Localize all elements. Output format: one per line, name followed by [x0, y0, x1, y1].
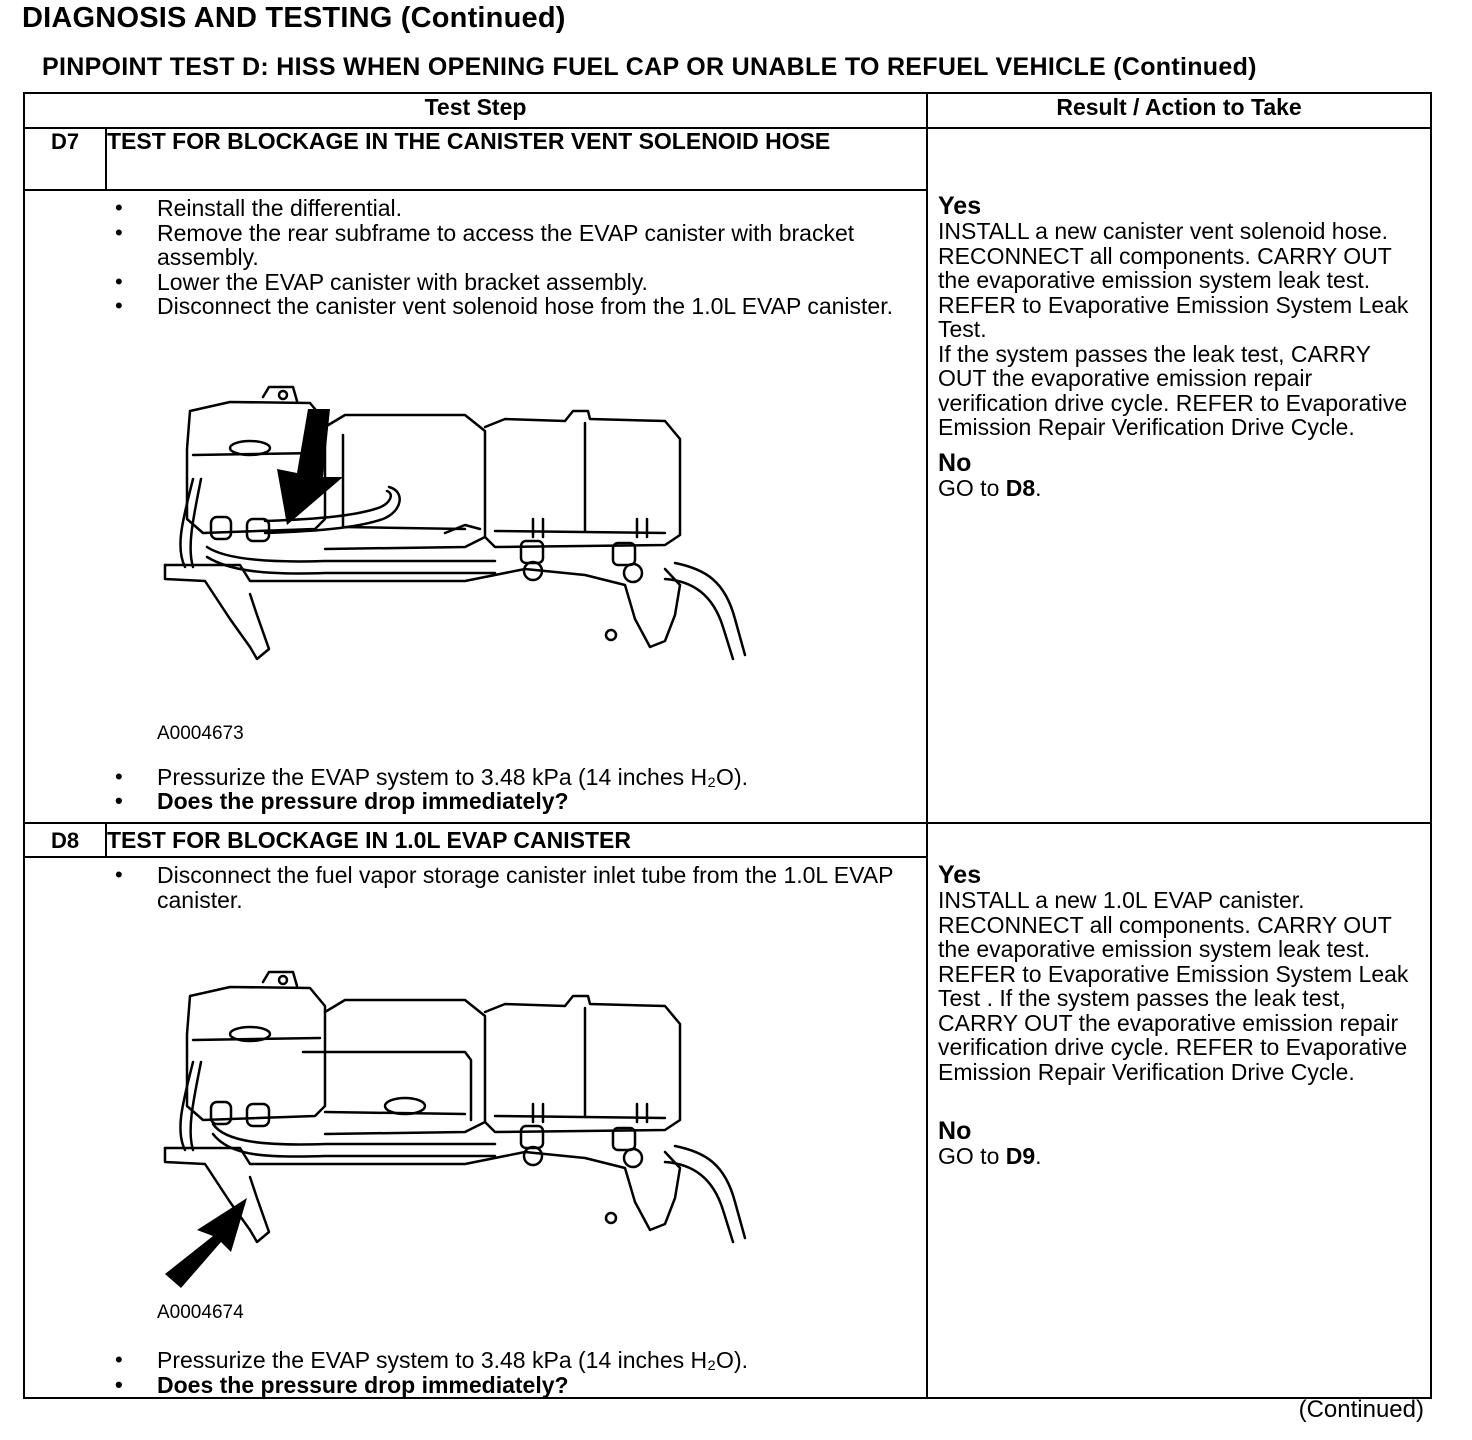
list-item: • Disconnect the fuel vapor storage canister inlet tube from the 1.0L EVAP canister. — [115, 863, 926, 912]
figure-caption-d7: A0004673 — [157, 722, 244, 744]
step-body-d8 — [24, 857, 927, 1398]
page-heading: DIAGNOSIS AND TESTING (Continued) — [22, 2, 566, 34]
result-no-goto-d8: GO to D9. — [938, 1143, 1042, 1169]
step-title-d7: TEST FOR BLOCKAGE IN THE CANISTER VENT SOLENOID HOSE — [106, 128, 927, 190]
result-cell-d7 — [927, 128, 1431, 823]
pinpoint-test-table — [23, 92, 1432, 1399]
goto-target-d8: D8 — [1005, 474, 1036, 501]
step-title-d8: TEST FOR BLOCKAGE IN 1.0L EVAP CANISTER — [106, 823, 927, 857]
step-bullets-after-d8 — [25, 1348, 926, 1397]
result-yes-text-d7: INSTALL a new canister vent solenoid hose. RECONNECT all components. CARRY OUT the evaporative emission system leak test. REFER to Evaporative Emission System Leak Test. — [938, 218, 1409, 342]
table-header-row — [24, 93, 1431, 128]
list-item: • Does the pressure drop immediately? — [115, 789, 926, 814]
list-item: • Disconnect the canister vent solenoid hose from the 1.0L EVAP canister. — [115, 294, 926, 319]
list-item: • Remove the rear subframe to access the EVAP canister with bracket assembly. — [115, 221, 926, 270]
list-item: • Reinstall the differential. — [115, 196, 926, 221]
canister-vent-hose-illustration — [25, 319, 845, 757]
result-yes-text-d8: INSTALL a new 1.0L EVAP canister. RECONNECT all components. CARRY OUT the evaporative emission system leak test. REFER to Evaporative Emission System Leak Test . If the system passes the leak test, CARRY OUT the evaporative emission repair verification drive cycle. REFER to Evaporative Emission Repair Verification Drive Cycle. — [938, 887, 1409, 1085]
step-bullets-d7 — [25, 196, 926, 319]
list-item: • Does the pressure drop immediately? — [115, 1373, 926, 1398]
goto-target-d9: D9 — [1005, 1143, 1036, 1169]
continued-footer: (Continued) — [1298, 1396, 1424, 1423]
evap-canister-inlet-illustration — [25, 912, 845, 1332]
result-yes-label-d7: Yes — [938, 192, 982, 220]
result-no-label-d8: No — [938, 1117, 972, 1145]
step-header-row-d8 — [24, 823, 1431, 857]
pointer-arrow — [165, 1198, 247, 1288]
figure-d7 — [25, 319, 926, 757]
result-no-label-d7: No — [938, 448, 972, 477]
result-no-goto-d7: GO to D8. — [938, 474, 1042, 501]
step-header-row-d7 — [24, 128, 1431, 190]
column-header-result: Result / Action to Take — [927, 93, 1431, 128]
step-id-d7: D7 — [24, 128, 106, 190]
step-body-d7 — [24, 190, 927, 823]
step-bullets-after-d7 — [25, 765, 926, 814]
list-item: • Pressurize the EVAP system to 3.48 kPa (14 inches H₂O). — [115, 1348, 926, 1373]
result-cell-d8 — [927, 823, 1431, 1398]
result-yes-label-d8: Yes — [938, 861, 982, 889]
list-item: • Lower the EVAP canister with bracket assembly. — [115, 270, 926, 295]
column-header-test-step: Test Step — [24, 93, 927, 128]
figure-d8 — [25, 912, 926, 1332]
step-bullets-d8 — [25, 863, 926, 912]
step-id-d8: D8 — [24, 823, 106, 857]
pointer-arrow — [277, 409, 343, 525]
pinpoint-test-title: PINPOINT TEST D: HISS WHEN OPENING FUEL CAP OR UNABLE TO REFUEL VEHICLE (Continued) — [42, 53, 1257, 81]
result-yes-text-2-d7: If the system passes the leak test, CARRY OUT the evaporative emission repair verification drive cycle. REFER to Evaporative Emission Repair Verification Drive Cycle. — [938, 340, 1408, 440]
list-item: • Pressurize the EVAP system to 3.48 kPa (14 inches H₂O). — [115, 765, 926, 790]
figure-caption-d8: A0004674 — [157, 1302, 244, 1323]
